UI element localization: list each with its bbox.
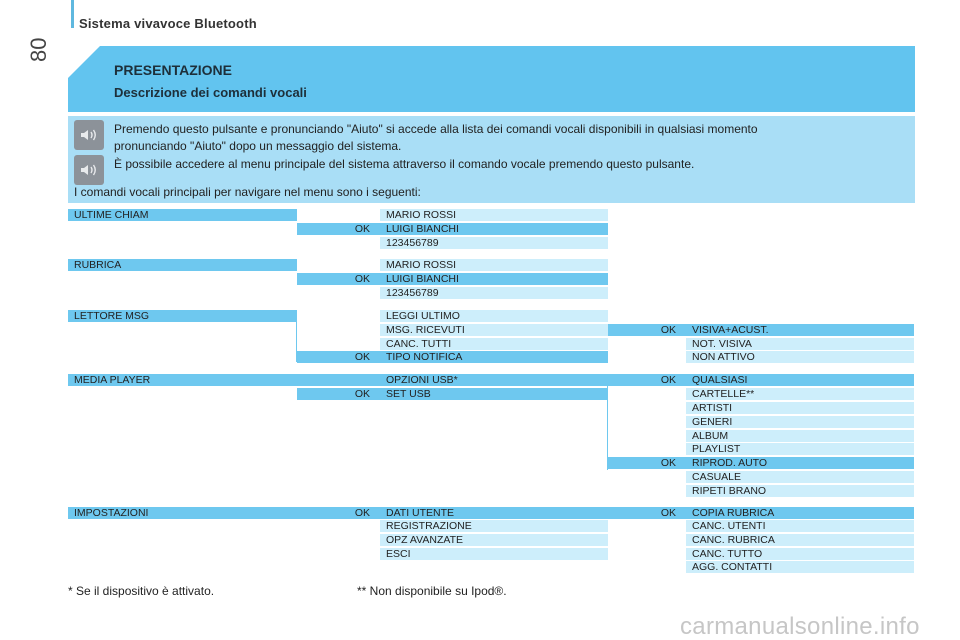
- submenu-option: NON ATTIVO: [686, 351, 914, 363]
- submenu-option: ARTISTI: [686, 402, 914, 414]
- submenu-option: NOT. VISIVA: [686, 338, 914, 350]
- ok-label: OK: [297, 223, 380, 235]
- intro-text-line: È possibile accedere al menu principale del sistema attraverso il comando vocale premendo questo pulsante.: [114, 157, 695, 171]
- page-number: 80: [26, 37, 51, 62]
- submenu-option: CARTELLE**: [686, 388, 914, 400]
- submenu-option: PLAYLIST: [686, 443, 914, 455]
- voice-command-icon: [74, 155, 104, 185]
- menu-option: DATI UTENTE: [380, 507, 608, 519]
- menu-media-player: MEDIA PLAYER: [68, 374, 608, 386]
- menu-option: 123456789: [380, 287, 608, 299]
- submenu-option: CANC. UTENTI: [686, 520, 914, 532]
- ok-label: OK: [608, 507, 686, 519]
- ok-label: OK: [297, 273, 380, 285]
- ok-label: OK: [297, 507, 380, 519]
- menu-lettore-msg: LETTORE MSG: [68, 310, 297, 322]
- intro-text-line: Premendo questo pulsante e pronunciando "Aiuto" si accede alla lista dei comandi vocali disponibili in qualsiasi momento: [114, 122, 758, 136]
- footnote-ipod: ** Non disponibile su Ipod®.: [357, 584, 507, 598]
- menu-option: ESCI: [380, 548, 608, 560]
- submenu-option: QUALSIASI: [686, 374, 914, 386]
- banner-subtitle: Descrizione dei comandi vocali: [114, 85, 307, 100]
- presentation-banner: [68, 46, 915, 112]
- banner-title: PRESENTAZIONE: [114, 62, 232, 78]
- submenu-option: COPIA RUBRICA: [686, 507, 914, 519]
- menu-option: TIPO NOTIFICA: [380, 351, 608, 363]
- menu-option: LUIGI BIANCHI: [380, 223, 608, 235]
- submenu-option: RIPROD. AUTO: [686, 457, 914, 469]
- menu-option: REGISTRAZIONE: [380, 520, 608, 532]
- submenu-option: CANC. RUBRICA: [686, 534, 914, 546]
- submenu-option: CASUALE: [686, 471, 914, 483]
- menu-impostazioni: IMPOSTAZIONI: [68, 507, 297, 519]
- menu-option: LUIGI BIANCHI: [380, 273, 608, 285]
- submenu-option: AGG. CONTATTI: [686, 561, 914, 573]
- menu-ultime-chiam: ULTIME CHIAM: [68, 209, 297, 221]
- intro-text-line: I comandi vocali principali per navigare nel menu sono i seguenti:: [74, 185, 421, 199]
- ok-label: OK: [297, 351, 380, 363]
- footnote-device-active: * Se il dispositivo è attivato.: [68, 584, 215, 598]
- menu-option: MARIO ROSSI: [380, 209, 608, 221]
- menu-option: CANC. TUTTI: [380, 338, 608, 350]
- menu-option: LEGGI ULTIMO: [380, 310, 608, 322]
- menu-option: OPZ AVANZATE: [380, 534, 608, 546]
- ok-label: OK: [297, 388, 380, 400]
- watermark: carmanualsonline.info: [680, 613, 920, 640]
- menu-option: 123456789: [380, 237, 608, 249]
- voice-command-icon: [74, 120, 104, 150]
- menu-option: MARIO ROSSI: [380, 259, 608, 271]
- menu-option: SET USB: [380, 388, 608, 400]
- intro-text-line: pronunciando "Aiuto" dopo un messaggio del sistema.: [114, 139, 402, 153]
- submenu-option: GENERI: [686, 416, 914, 428]
- section-marker: [71, 0, 74, 28]
- submenu-option: RIPETI BRANO: [686, 485, 914, 497]
- submenu-option: CANC. TUTTO: [686, 548, 914, 560]
- tree-connector: [607, 374, 608, 470]
- menu-rubrica: RUBRICA: [68, 259, 297, 271]
- option-text: OPZIONI USB*: [386, 374, 458, 386]
- submenu-option: ALBUM: [686, 430, 914, 442]
- ok-label: OK: [608, 457, 686, 469]
- section-title: Sistema vivavoce Bluetooth: [79, 16, 257, 31]
- menu-option: MSG. RICEVUTI: [380, 324, 608, 336]
- submenu-option: VISIVA+ACUST.: [686, 324, 914, 336]
- ok-label: OK: [608, 374, 686, 386]
- ok-label: OK: [608, 324, 686, 336]
